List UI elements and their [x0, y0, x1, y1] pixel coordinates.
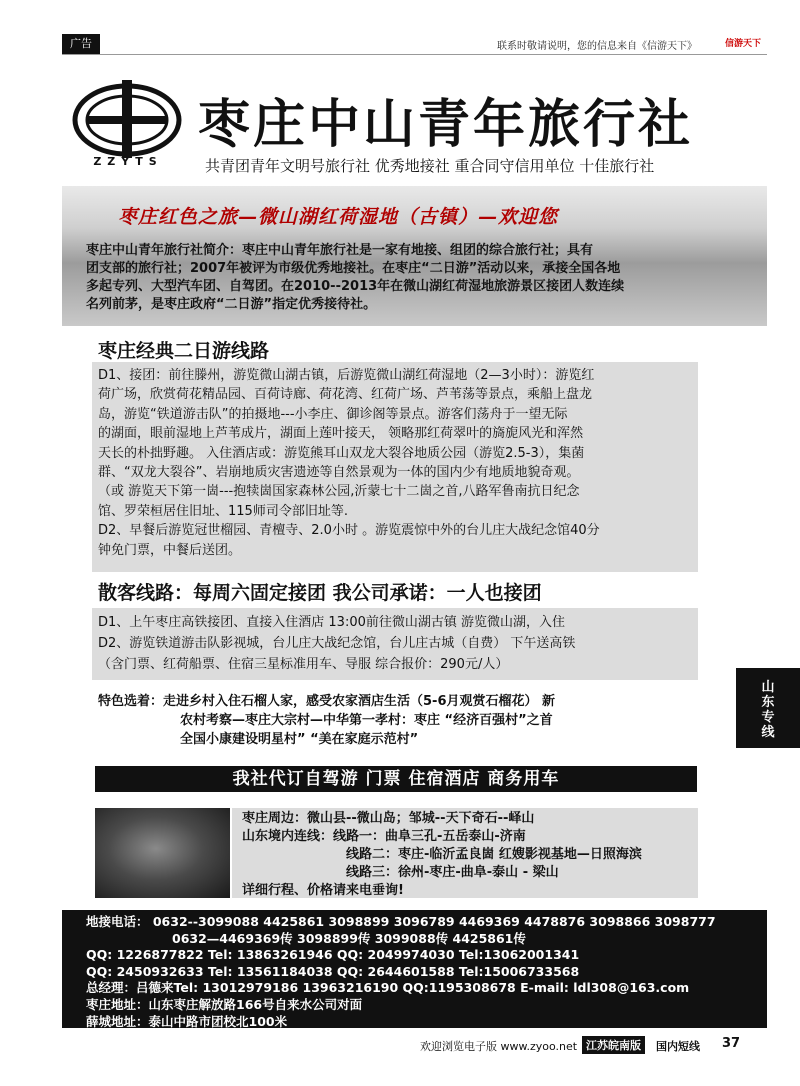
brand-logo: 信游天下 — [724, 39, 761, 49]
contact-line: 总经理：吕德来Tel: 13012979186 13963216190 QQ:1195308678 E-mail: ldl308@163.com — [86, 980, 690, 996]
route-line: 钟免门票，中餐后送团。 — [98, 542, 242, 558]
section-tab-shandong — [736, 668, 800, 748]
route-line: 的湖面，眼前湿地上芦苇成片，湖面上莲叶接天， 领略那红荷翠叶的旖旎风光和浑然 — [98, 426, 584, 442]
route-line: D2、早餐后游览冠世榴园、青檀寺、2.0小时 。游览震惊中外的台儿庄大战纪念馆40分 — [98, 523, 600, 539]
individual-route-heading: 散客线路：每周六固定接团 我公司承诺：一人也接团 — [98, 582, 542, 604]
individual-route-details — [98, 612, 694, 675]
contact-line: QQ: 2450932633 Tel: 13561184038 QQ: 2644601588 Tel:15006733568 — [86, 963, 580, 979]
source-notice: 联系时敬请说明，您的信息来自《信游天下》 — [497, 41, 697, 52]
route-line: D2、游览铁道游击队影视城，台儿庄大战纪念馆，台儿庄古城（自费） 下午送高铁 — [98, 636, 576, 651]
contact-line: 地接电话： 0632--3099088 4425861 3098899 3096789 4469369 4478876 3098866 3098777 — [86, 914, 716, 929]
top-bar — [62, 34, 767, 55]
scenic-stone-photo — [95, 808, 230, 898]
edition-badge: 江苏皖南版 — [582, 1036, 645, 1054]
intro-line: 枣庄中山青年旅行社简介：枣庄中山青年旅行社是一家有地接、组团的综合旅行社；具有 — [86, 243, 594, 258]
route-line: （含门票、红荷船票、住宿三星标准用车、导服 综合报价：290元/人） — [98, 657, 509, 672]
special-options — [98, 692, 698, 749]
special-line: 全国小康建设明星村” “美在家庭示范村” — [180, 732, 419, 747]
route-line: （或 游览天下第一崮---抱犊崮国家森林公园,沂蒙七十二崮之首,八路军鲁南抗日纪念 — [98, 484, 580, 500]
intro-line: 名列前茅，是枣庄政府“二日游”指定优秀接待社。 — [86, 297, 377, 312]
surround-line: 详细行程、价格请来电垂询! — [242, 883, 404, 898]
route-line: 荷广场，欣赏荷花精品园、百荷诗廊、荷花湾、红荷广场、芦苇荡等景点，乘船上盘龙 — [98, 387, 593, 403]
route-line: D1、上午枣庄高铁接团、直接入住酒店 13:00前往微山湖古镇 游览微山湖，入住 — [98, 615, 566, 630]
special-line: 特色选着：走进乡村入住石榴人家，感受农家酒店生活（5-6月观赏石榴花） 新 — [98, 694, 556, 709]
contact-line: QQ: 1226877822 Tel: 13863261946 QQ: 2049974030 Tel:13062001341 — [86, 947, 580, 963]
surrounding-routes — [242, 810, 642, 900]
ad-label: 广告 — [62, 34, 100, 54]
website-link[interactable]: 欢迎浏览电子版 www.zyoo.net — [420, 1040, 578, 1053]
tour-slogan: 枣庄红色之旅—微山湖红荷湿地（古镇）—欢迎您 — [118, 206, 559, 228]
agency-services-bar: 我社代订自驾游 门票 住宿酒店 商务用车 — [95, 766, 697, 792]
surround-line: 山东境内连线：线路一：曲阜三孔-五岳泰山-济南 — [242, 829, 526, 844]
classic-route-heading: 枣庄经典二日游线路 — [98, 340, 270, 362]
company-name: 枣庄中山青年旅行社 — [198, 94, 694, 155]
surround-line: 线路二：枣庄-临沂孟良崮 红嫂影视基地—日照海滨 — [346, 847, 642, 862]
surround-line: 枣庄周边：微山县--微山岛；邹城--天下奇石--峄山 — [242, 811, 535, 826]
classic-route-details — [98, 366, 694, 560]
contact-line: 0632—4469369传 3098899传 3099088传 4425861传 — [172, 930, 526, 946]
section-tab-label: 山东专线 — [761, 680, 775, 740]
company-intro — [86, 242, 706, 314]
route-line: 天长的朴拙野趣。 入住酒店或：游览熊耳山双龙大裂谷地质公园（游览2.5-3），集菌 — [98, 445, 585, 461]
intro-line: 多起专列、大型汽车团、自驾团。在2010--2013年在微山湖红荷湿地旅游景区接团人数连续 — [86, 279, 625, 294]
logo-lettering: ZZYTS — [93, 155, 163, 168]
page-footer — [400, 1036, 767, 1052]
route-line: 馆、罗荣桓居住旧址、115师司令部旧址等. — [98, 503, 348, 519]
contact-line: 薛城地址：泰山中路市团校北100米 — [86, 1013, 288, 1029]
contact-line: 枣庄地址：山东枣庄解放路166号自来水公司对面 — [86, 996, 363, 1012]
route-line: D1、接团：前往滕州，游览微山湖古镇，后游览微山湖红荷湿地（2—3小时）：游览红 — [98, 368, 595, 383]
surround-line: 线路三：徐州-枣庄-曲阜-泰山 - 梁山 — [346, 865, 559, 880]
route-line: 岛，游览“铁道游击队”的拍摄地---小李庄、御诊阁等景点。游客们荡舟于一望无际 — [98, 406, 568, 422]
special-line: 农村考察—枣庄大宗村—中华第一孝村：枣庄 “经济百强村”之首 — [180, 713, 553, 728]
intro-line: 团支部的旅行社；2007年被评为市级优秀地接社。在枣庄“二日游”活动以来，承接全国各地 — [86, 261, 621, 276]
route-line: 群、“双龙大裂谷”、岩崩地质灾害遗迹等自然景观为一体的国内少有地质地貌奇观。 — [98, 465, 580, 481]
page-number: 37 — [722, 1036, 741, 1051]
section-name: 国内短线 — [656, 1040, 700, 1053]
contact-info — [86, 914, 716, 1030]
company-honors: 共青团青年文明号旅行社 优秀地接社 重合同守信用单位 十佳旅行社 — [205, 157, 655, 175]
